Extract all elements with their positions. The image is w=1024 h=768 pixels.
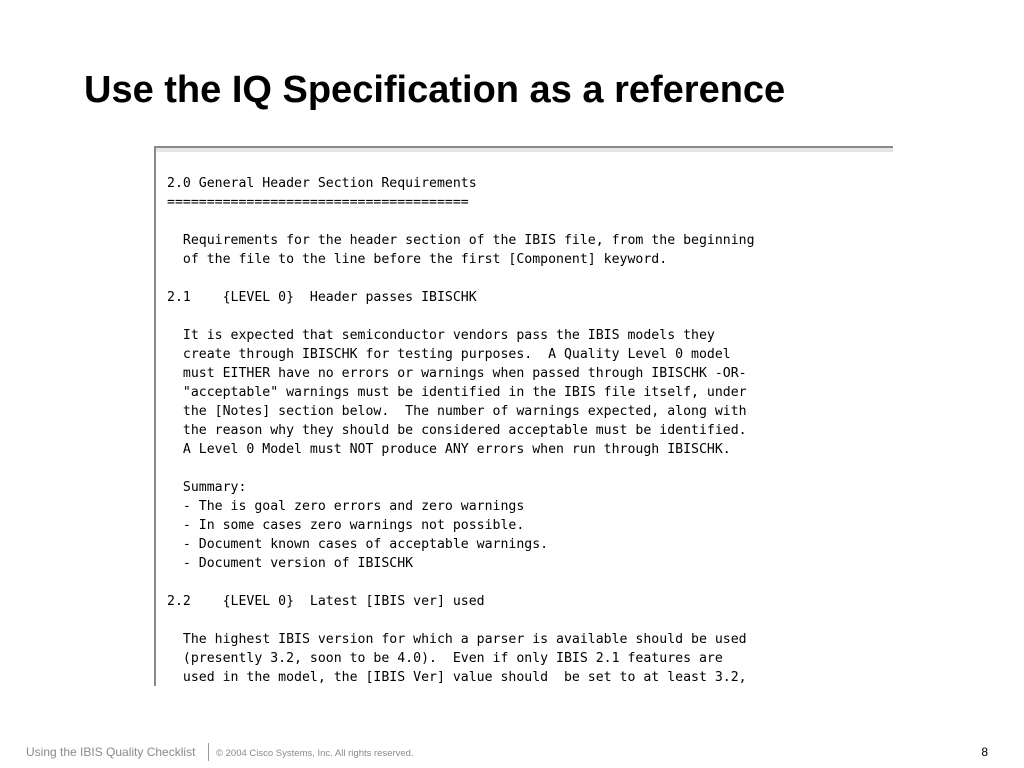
document-line: the reason why they should be considered acceptable must be identified. (167, 423, 747, 438)
frame-top-bevel (154, 148, 893, 152)
document-line: - Document known cases of acceptable warnings. (167, 537, 549, 552)
document-line: of the file to the line before the first [Component] keyword. (167, 252, 668, 267)
document-line: - The is goal zero errors and zero warnings (167, 499, 525, 514)
footer-copyright: © 2004 Cisco Systems, Inc. All rights reserved. (216, 748, 414, 759)
document-line: ====================================== (167, 195, 469, 210)
document-line (167, 307, 755, 326)
document-line: "acceptable" warnings must be identified in the IBIS file itself, under (167, 385, 747, 400)
document-line: (presently 3.2, soon to be 4.0). Even if only IBIS 2.1 features are (167, 651, 723, 666)
document-line: - In some cases zero warnings not possible. (167, 518, 525, 533)
document-line: It is expected that semiconductor vendors pass the IBIS models they (167, 328, 715, 343)
document-line: must EITHER have no errors or warnings when passed through IBISCHK -OR- (167, 366, 747, 381)
page-number: 8 (981, 745, 988, 759)
document-line: 2.2 {LEVEL 0} Latest [IBIS ver] used (167, 594, 485, 609)
document-line: A Level 0 Model must NOT produce ANY errors when run through IBISCHK. (167, 442, 731, 457)
frame-left-border (154, 146, 156, 686)
footer-divider (208, 743, 209, 761)
document-line: the [Notes] section below. The number of warnings expected, along with (167, 404, 747, 419)
document-line: Requirements for the header section of the IBIS file, from the beginning (167, 233, 755, 248)
slide-title: Use the IQ Specification as a reference (84, 69, 786, 111)
document-line: create through IBISCHK for testing purposes. A Quality Level 0 model (167, 347, 731, 362)
document-line: 2.0 General Header Section Requirements (167, 176, 477, 191)
document-line (167, 573, 755, 592)
document-text (167, 174, 755, 686)
document-screenshot (154, 146, 893, 686)
document-line (167, 269, 755, 288)
document-line (167, 459, 755, 478)
document-line: 2.1 {LEVEL 0} Header passes IBISCHK (167, 290, 477, 305)
footer-presentation-title: Using the IBIS Quality Checklist (26, 745, 196, 759)
document-line (167, 212, 755, 231)
document-line: used in the model, the [IBIS Ver] value should be set to at least 3.2, (167, 670, 747, 685)
document-line (167, 611, 755, 630)
document-line: - Document version of IBISCHK (167, 556, 414, 571)
document-line: The highest IBIS version for which a parser is available should be used (167, 632, 747, 647)
document-line: Summary: (167, 480, 247, 495)
